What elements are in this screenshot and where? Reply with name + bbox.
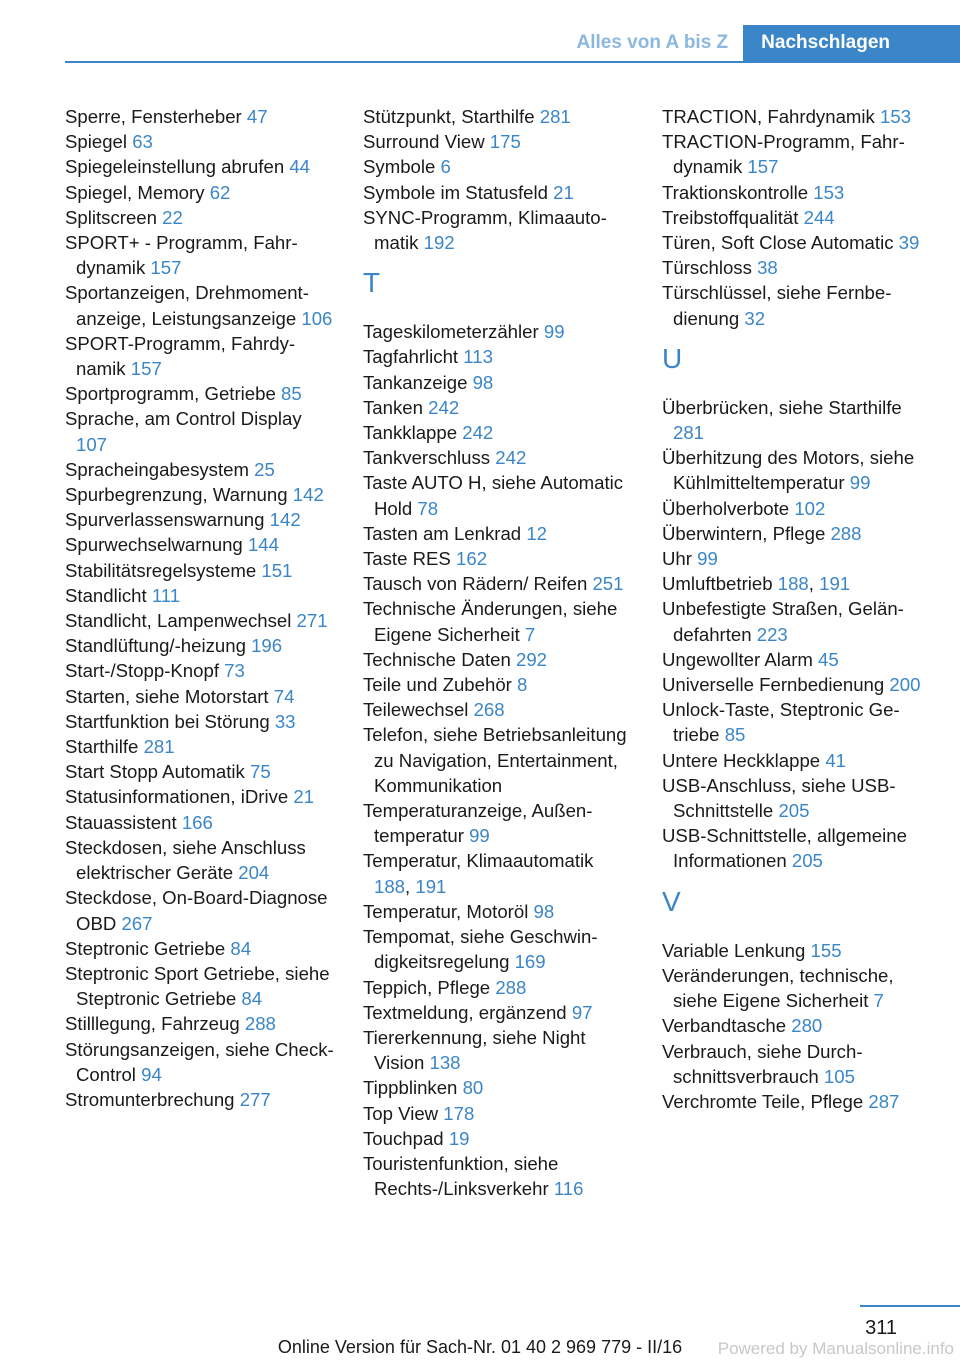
page-reference-link[interactable]: 169 [514,951,546,973]
page-reference-link[interactable]: 281 [143,736,175,758]
index-term: Überbrücken, siehe Starthilfe [662,396,902,418]
index-term: Spracheingabesystem [65,458,249,480]
page-reference-link[interactable]: 144 [247,534,279,556]
page-reference-link[interactable]: 200 [889,674,921,696]
page-reference-link[interactable]: 47 [246,106,268,127]
index-term: Temperaturanzeige, Außentemperatur [363,800,593,847]
page-header [561,25,960,61]
footer-rule [860,1305,960,1307]
index-entry [65,1011,335,1036]
index-term: Sportanzeigen, Drehmomentanzeige, Leistungsanzeige [65,282,309,329]
index-term: Tanken [363,396,423,418]
page-reference-link[interactable]: 151 [261,559,293,581]
index-entry [65,104,335,129]
watermark: Powered by Manualsonline.info [717,1339,954,1358]
index-entry [363,395,633,420]
page-reference-link[interactable]: 204 [238,862,270,884]
section-title: Alles von A bis Z [576,32,729,53]
page-reference-link[interactable]: 287 [868,1090,900,1112]
index-term: Top View [363,1102,439,1124]
index-term: Teile und Zubehör [363,674,512,696]
index-entry [662,697,932,747]
index-term: SYNC-Programm, Klimaautomatik [363,206,607,254]
index-entry: Temperatur, Klimaautomatik 188, 191 [363,850,594,897]
index-term: Symbole [363,156,436,178]
index-entry [65,936,335,961]
index-term: Verbandtasche [662,1015,787,1037]
page-reference-link[interactable]: 178 [443,1102,475,1124]
page-reference-link[interactable]: 157 [747,156,779,178]
page-reference-link[interactable]: 19 [448,1127,470,1149]
index-entry [662,496,932,521]
index-term: Splitscreen [65,206,157,228]
index-entry [363,470,633,520]
page-reference-link[interactable]: 80 [462,1077,484,1099]
page-reference-link[interactable]: 63 [132,131,153,153]
index-term: Start-/Stopp-Knopf [65,660,219,682]
page-reference-link[interactable]: 21 [553,181,574,203]
index-term: Türschloss [662,257,752,279]
page-reference-link[interactable]: 242 [428,396,460,418]
index-entry [363,154,633,179]
index-term: Tageskilometerzähler [363,321,539,343]
index-term: Touristenfunktion, siehe Rechts-/Linksverkehr [363,1152,559,1200]
index-column-1 [65,104,335,1112]
index-term: Telefon, siehe Betriebsanleitung zu Navigation, Entertainment, Kommunikation [363,724,627,796]
index-term: USB-Schnittstelle, allgemeine Informationen [662,825,907,872]
index-term: TRACTION-Programm, Fahrdynamik [662,131,905,178]
index-term: Steptronic Sport Getriebe, siehe Steptronic Getriebe [65,962,330,1010]
page-reference-link[interactable]: 94 [141,1063,162,1085]
index-entry [363,129,633,154]
page-reference-link[interactable]: 205 [778,800,810,822]
index-entry [65,633,335,658]
index-term: Überwintern, Pflege [662,522,826,544]
index-term: Standlicht, Lampenwechsel [65,610,292,632]
index-entry [65,457,335,482]
index-term: Startfunktion bei Störung [65,710,270,732]
index-term: Sportprogramm, Getriebe [65,383,276,405]
page-reference-link[interactable]: 288 [244,1013,276,1035]
index-entry [662,1089,932,1114]
index-entry [65,381,335,406]
index-entry [65,608,335,633]
page-reference-link[interactable]: 166 [181,811,213,833]
index-term: Stromunterbrechung [65,1088,235,1110]
index-entry [363,205,633,255]
index-entry [662,230,932,255]
page-reference-link[interactable]: 138 [429,1052,461,1074]
page-reference-link[interactable]: 99 [849,472,871,494]
index-letter-heading: V [662,885,681,917]
page-reference-link[interactable]: 288 [495,976,527,998]
index-term: Untere Heckklappe [662,749,821,771]
page-reference-link[interactable]: 38 [757,257,778,279]
page-reference-link[interactable]: 268 [473,699,505,721]
page-reference-link[interactable]: 157 [150,257,182,279]
index-letter-heading: T [363,267,381,299]
index-entry [662,521,932,546]
index-term: Stabilitätsregelsysteme [65,559,257,581]
index-entry [65,558,335,583]
index-entry [65,684,335,709]
index-entry [65,280,335,330]
index-entry [662,546,932,571]
index-column-2 [363,104,633,1201]
page-reference-link[interactable]: 73 [224,660,245,682]
index-entry [363,521,633,546]
index-term: Statusinformationen, iDrive [65,786,289,808]
index-entry [65,885,335,935]
index-term: Tempomat, siehe Geschwindigkeitsregelung [363,926,598,973]
index-entry [65,961,335,1011]
index-term: Tasten am Lenkrad [363,522,522,544]
page-reference-link[interactable]: 116 [553,1178,584,1200]
index-term: Traktionskontrolle [662,181,809,203]
index-entry [65,658,335,683]
page-reference-link[interactable]: 98 [533,900,555,922]
page-reference-link[interactable]: 41 [825,749,846,771]
index-entry [65,507,335,532]
index-term: SPORT-Programm, Fahrdynamik [65,332,296,380]
index-entry [662,395,932,445]
index-term: Tiererkennung, siehe Night Vision [363,1026,586,1074]
index-term: Variable Lenkung [662,939,806,961]
page-reference-link[interactable]: 33 [274,710,296,732]
page-reference-link[interactable]: 251 [592,573,624,595]
index-term: Unlock-Taste, Steptronic Getriebe [662,699,900,746]
index-entry [363,445,633,470]
index-term: Taste AUTO H, siehe Automatic Hold [363,472,624,519]
index-entry [662,129,932,179]
index-term: Spurbegrenzung, Warnung [65,484,288,506]
index-term: Starthilfe [65,736,139,758]
index-term: Stilllegung, Fahrzeug [65,1013,240,1035]
index-term: Starten, siehe Motorstart [65,685,269,707]
index-entry [363,1126,633,1151]
index-term: Universelle Fernbedienung [662,674,885,696]
page-reference-link[interactable]: 244 [803,206,835,228]
page-reference-link[interactable]: 84 [241,988,263,1010]
index-term: Tankklappe [363,422,458,444]
index-term: Textmeldung, ergänzend [363,1001,567,1023]
index-entry [662,823,932,873]
index-entry [363,571,633,596]
index-term: Ungewollter Alarm [662,648,813,670]
page-reference-link[interactable]: 7 [873,990,884,1012]
index-entry [65,1037,335,1087]
index-term: Türschlüssel, siehe Fernbedienung [662,282,892,329]
index-term: Steptronic Getriebe [65,937,226,959]
index-term: Sprache, am Control Display [65,408,302,430]
index-entry [363,1075,633,1100]
index-term: Touchpad [363,1127,444,1149]
page-reference-link[interactable]: 111 [151,584,181,606]
index-term: Umluftbetrieb [662,573,773,595]
page-reference-link[interactable]: 242 [495,447,527,469]
page-reference-link[interactable]: 74 [273,685,295,707]
index-entry [363,1025,633,1075]
page-reference-link[interactable]: 107 [76,433,108,455]
index-term: USB-Anschluss, siehe USB-Schnittstelle [662,774,896,822]
page-reference-link[interactable]: 78 [417,497,439,519]
index-term: Verbrauch, siehe Durchschnittsverbrauch [662,1040,863,1087]
page-reference-link[interactable]: 191 [415,875,447,897]
index-entry [363,672,633,697]
index-entry [65,835,335,885]
page-reference-link[interactable]: 99 [543,321,565,343]
index-entry [363,647,633,672]
page-reference-link[interactable]: 188 [777,573,809,595]
edition-line: Online Version für Sach-Nr. 01 40 2 969 779 - II/16 [277,1337,683,1357]
page-reference-link[interactable]: 188 [374,875,406,897]
index-entry [662,596,932,646]
page-reference-link[interactable]: 75 [250,761,271,783]
index-term: Sperre, Fensterheber [65,106,242,127]
index-term: Störungsanzeigen, siehe Check-Control [65,1038,334,1085]
page-reference-link[interactable]: 175 [489,131,521,153]
index-term: Temperatur, Klimaautomatik [363,850,594,872]
page-reference-link[interactable]: 223 [756,623,788,645]
index-term: Symbole im Statusfeld [363,181,548,203]
page-reference-link[interactable]: 106 [301,307,333,329]
page-reference-link[interactable]: 39 [898,232,920,254]
page-reference-link[interactable]: 153 [880,106,912,127]
page-reference-link[interactable]: 280 [791,1015,823,1037]
page-reference-link[interactable]: 142 [292,484,324,506]
index-entry [363,344,633,369]
index-term: Tankverschluss [363,447,491,469]
index-entry [363,1000,633,1025]
page-reference-link[interactable]: 277 [239,1088,271,1110]
page-reference-link[interactable]: 85 [281,383,302,405]
index-term: Tausch von Rädern/ Reifen [363,573,588,595]
index-entry [662,255,932,280]
index-term: Uhr [662,548,692,570]
index-term: Technische Daten [363,648,511,670]
index-entry [65,180,335,205]
index-entry [363,546,633,571]
index-entry [65,482,335,507]
index-entry [662,280,932,330]
page-reference-link[interactable]: 281 [673,422,705,444]
index-entry [662,963,932,1013]
index-entry [363,596,633,646]
index-term: Tankanzeige [363,371,468,393]
index-entry [363,319,633,344]
index-entry [662,773,932,823]
page-reference-link[interactable]: 84 [230,937,252,959]
page-reference-link[interactable]: 97 [571,1001,593,1023]
index-entry [65,331,335,381]
page-reference-link[interactable]: 162 [456,548,488,570]
index-entry [65,810,335,835]
index-term: Spiegel [65,131,128,153]
page-reference-link[interactable]: 8 [517,674,528,696]
index-entry [662,104,932,129]
index-entry [363,180,633,205]
index-entry [662,445,932,495]
page-reference-link[interactable]: 102 [794,497,826,519]
page-reference-link[interactable]: 288 [830,522,862,544]
index-term: Türen, Soft Close Automatic [662,232,894,254]
index-entry [363,420,633,445]
index-term: Standlicht [65,584,147,606]
index-term: Spurwechselwarnung [65,534,243,556]
index-entry [65,532,335,557]
page-reference-link[interactable]: 99 [469,825,490,847]
index-term: TRACTION, Fahrdynamik [662,106,875,127]
index-entry [662,672,932,697]
page-reference-link[interactable]: 196 [251,635,283,657]
index-entry [662,748,932,773]
index-term: Teilewechsel [363,699,469,721]
page-reference-link[interactable]: 7 [524,623,536,645]
index-term: Tippblinken [363,1077,458,1099]
chapter-tab: Nachschlagen [743,25,960,61]
page-number: 311 [865,1317,897,1339]
index-entry: Umluftbetrieb 188, 191 [662,573,851,595]
page-reference-link[interactable]: 98 [472,371,494,393]
page-reference-link[interactable]: 242 [462,422,494,444]
index-term: Steckdose, On-Board-Diagnose OBD [65,887,328,934]
page-reference-link[interactable]: 25 [254,458,275,480]
index-entry [363,975,633,1000]
page-reference-link[interactable]: 85 [724,724,746,746]
index-entry [65,205,335,230]
page-reference-link[interactable]: 205 [791,850,823,872]
index-term: Stützpunkt, Starthilfe [363,106,535,127]
index-entry [65,129,335,154]
index-term: SPORT+ - Programm, Fahrdynamik [65,232,298,279]
page-reference-link[interactable]: 191 [819,573,851,595]
page-reference-link[interactable]: 105 [823,1065,855,1087]
index-entry [65,154,335,179]
index-term: Spiegeleinstellung abrufen [65,156,285,178]
index-term: Überhitzung des Motors, siehe Kühlmitteltemperatur [662,447,915,494]
page-reference-link[interactable]: 157 [130,358,162,380]
index-entry [363,1151,633,1201]
index-entry [65,1087,335,1112]
index-entry [65,230,335,280]
index-entry [363,722,633,798]
page-reference-link[interactable]: 142 [269,509,301,531]
index-letter-heading: U [662,342,683,374]
index-entry [65,784,335,809]
page-reference-link[interactable]: 62 [209,181,231,203]
index-entry [65,583,335,608]
index-term: Verchromte Teile, Pflege [662,1090,864,1112]
page-reference-link[interactable]: 45 [818,648,839,670]
index-term: Veränderungen, technische, siehe Eigene Sicherheit [662,964,894,1012]
index-entry [662,1013,932,1038]
index-term: Taste RES [363,548,451,570]
index-entry [363,924,633,974]
index-entry [65,734,335,759]
index-entry [65,709,335,734]
page-reference-link[interactable]: 292 [515,648,548,670]
index-term: Stauassistent [65,811,177,833]
page-reference-link[interactable]: 12 [526,522,547,544]
page-reference-link[interactable]: 192 [423,232,455,254]
page-reference-link[interactable]: 21 [293,786,315,808]
page-reference-link[interactable]: 155 [810,939,842,961]
page-reference-link[interactable]: 281 [539,106,571,127]
index-term: Überholverbote [662,497,790,519]
index-term: Technische Änderungen, siehe Eigene Sicherheit [363,598,618,645]
page-reference-link[interactable]: 32 [744,307,766,329]
index-entry [363,1101,633,1126]
index-term: Spiegel, Memory [65,181,205,203]
index-entry [363,370,633,395]
index-entry [363,104,633,129]
index-term: Unbefestigte Straßen, Geländefahrten [662,598,904,645]
page-reference-link[interactable]: 271 [296,610,328,632]
page-reference-link[interactable]: 22 [162,206,183,228]
page-reference-link[interactable]: 153 [813,181,845,203]
index-term: Tagfahrlicht [363,346,459,368]
index-column-3 [662,104,932,1114]
index-entry [65,406,335,456]
page-reference-link[interactable]: 267 [121,912,153,934]
index-term: Standlüftung/-heizung [65,635,246,657]
index-term: Spurverlassenswarnung [65,509,265,531]
page-reference-link[interactable]: 99 [697,548,718,570]
index-term: Surround View [363,131,485,153]
index-term: Temperatur, Motoröl [363,900,529,922]
index-entry [662,1039,932,1089]
index-term: Teppich, Pflege [363,976,491,998]
index-entry [363,899,633,924]
index-term: Treibstoffqualität [662,206,799,228]
index-entry [363,798,633,848]
index-entry [662,647,932,672]
index-entry [662,205,932,230]
index-term: Start Stopp Automatik [65,761,245,783]
page-reference-link[interactable]: 113 [463,346,493,368]
index-entry [662,180,932,205]
header-rule [65,61,960,63]
page-reference-link[interactable]: 44 [289,156,311,178]
index-entry [65,759,335,784]
index-entry [363,697,633,722]
page-reference-link[interactable]: 6 [440,156,451,178]
index-term: Steckdosen, siehe Anschluss elektrischer Geräte [65,836,306,884]
index-entry [662,938,932,963]
